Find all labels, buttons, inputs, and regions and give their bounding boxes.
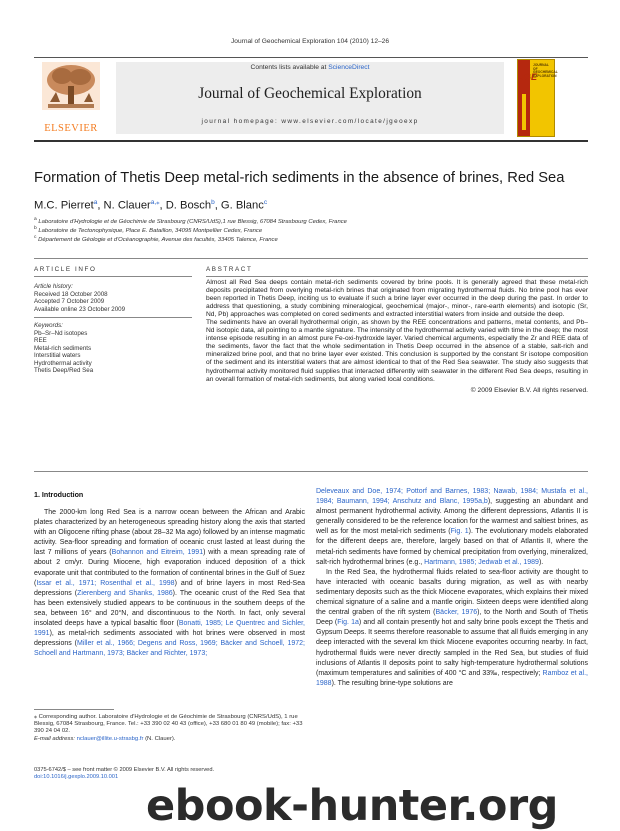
- body-text: In the Red Sea, the hydrothermal fluids related to sea-floor activity are thought to have interacted with oceanic basalts during migration, as well as with nearby sedimentary deposits such as the thick Miocene evaporates, which explains their mixed chemical signature of a saline and a mantle origin. Sixteen deeps were identified along the central graben of the rift system (: [316, 568, 588, 617]
- cover-abbr: JGE: [519, 72, 538, 82]
- citation-link[interactable]: Deleveaux and Doe, 1974; Pottorf and Barnes, 1983; Nawab, 1984; Mustafa et al., 1984; Baumann, 1994; Anschutz and Blanc, 1995a,b: [316, 488, 588, 506]
- author-sep: ,: [214, 199, 221, 212]
- body-text: ) and of brine layers in most Red-Sea depressions (: [34, 579, 305, 597]
- affiliation-c: [34, 235, 278, 243]
- history-label: Article history:: [34, 283, 73, 290]
- doi-link[interactable]: doi:10.1016/j.gexplo.2009.10.001: [34, 774, 119, 781]
- history-item: Available online 23 October 2009: [34, 305, 126, 313]
- citation-link[interactable]: Bohannon and Eitreim, 1991: [111, 549, 204, 557]
- paragraph: [316, 487, 588, 568]
- header-bottom-rule: [34, 140, 588, 142]
- body-text: ). The oceanic crust of the Red Sea that has been extensively studied appears to be continuous in the southern deeps of the sea, between 16° and 20°N, and discontinuous to the North. In fact, only several insolated deeps have a typical basaltic floor (: [34, 589, 305, 628]
- paragraph: [316, 568, 588, 689]
- affiliation-b: [34, 226, 262, 234]
- footnote-rule: [34, 709, 114, 710]
- citation-link[interactable]: Zierenberg and Shanks, 1986: [77, 589, 173, 597]
- author-list: [34, 198, 594, 212]
- body-text: The 2000-km long Red Sea is a narrow ocean between the African and Arabic plates characterized by an heterogeneous spreading history along the axis that started with an Oligocene rifting phase (about 28–32 Ma ago) followed by an intense magmatic activity. Sea-floor spreading and formation of oceanic crust lasted at least during the last 7 millions of years (: [34, 509, 305, 557]
- affiliation-text: Laboratoire de Tectonophysique, Place E. Bataillon, 34095 Montpellier Cedex, France: [38, 227, 263, 234]
- cover-title: JOURNAL OF GEOCHEMICAL EXPLORATION: [533, 63, 558, 78]
- keyword: Thetis Deep/Red Sea: [34, 367, 94, 374]
- author-sup[interactable]: c: [263, 199, 268, 206]
- keywords-label: Keywords:: [34, 322, 63, 329]
- journal-homepage[interactable]: journal homepage: www.elsevier.com/locate/jgeoexp: [201, 118, 419, 125]
- author-sup[interactable]: a,⁎: [150, 199, 160, 206]
- figure-link[interactable]: Fig. 1a: [337, 619, 359, 627]
- elsevier-tree-icon: [42, 62, 100, 110]
- email-label: E-mail address:: [34, 735, 75, 742]
- author-sup[interactable]: b: [211, 199, 215, 206]
- publisher-name: ELSEVIER: [44, 123, 98, 134]
- affiliation-sup: b: [34, 226, 37, 231]
- sciencedirect-link[interactable]: ScienceDirect: [328, 64, 370, 71]
- affiliation-a: [34, 217, 347, 225]
- history-item: Accepted 7 October 2009: [34, 298, 105, 305]
- abstract-rule: [206, 276, 588, 277]
- author-sep: ,: [97, 199, 104, 212]
- issn-line: 0375-6742/$ – see front matter © 2009 Elsevier B.V. All rights reserved.: [34, 767, 215, 773]
- abstract-paragraph: Almost all Red Sea deeps contain metal-rich sediments covered by brine pools. It is generally agreed that these metal-rich deposits precipitated from overlying metal-rich brines that originated from migrating hydrothermal fluids. No brine pool has ever been reported in Thetis Deep, inciting us to evaluate if such a brine layer ever occurred in the deep during the past. In order to address that questioning, a study combining mineralogical, geochemical (major-, minor-, rare-earth elements) and isotopic (Sr, Nd, Pb) approaches was completed on cored sediments and extracted interstitial waters from inside and outside the deep.: [206, 279, 588, 319]
- body-text: ), to the North and South of Thetis Deep (: [316, 609, 588, 627]
- citation-link[interactable]: Ramboz et al., 1988: [316, 669, 588, 687]
- email-link[interactable]: nclauer@illite.u-strasbg.fr: [76, 735, 144, 742]
- keyword: REE: [34, 337, 47, 344]
- figure-link[interactable]: Fig. 1: [450, 528, 469, 536]
- elsevier-logo[interactable]: [36, 62, 106, 134]
- author-sup[interactable]: a: [93, 199, 98, 206]
- body-right-column: [316, 487, 588, 689]
- author-name[interactable]: G. Blanc: [220, 199, 264, 212]
- author-name[interactable]: N. Clauer: [103, 199, 151, 212]
- running-header: Journal of Geochemical Exploration 104 (2010) 12–26: [231, 38, 389, 45]
- article-info-rule: [34, 276, 192, 277]
- citation-link[interactable]: Hartmann, 1985; Jedwab et al., 1989: [424, 558, 539, 566]
- body-text: ). The evolutionary models elaborated for the different deeps are, therefore, largely based on that of Atlantis II, where the metal-rich sediments have formed by chemical precipitation from overlying, mineralized, salt-rich hydrothermal brines (e.g.,: [316, 528, 588, 566]
- contents-line: [116, 64, 504, 71]
- keyword: Metal-rich sediments: [34, 344, 92, 352]
- watermark: ebook-hunter.org: [146, 781, 558, 831]
- article-history: [34, 283, 194, 313]
- author-sep: ,: [159, 199, 166, 212]
- issn-doi-block: [34, 767, 214, 782]
- body-left-column: [34, 508, 305, 659]
- citation-link[interactable]: Bonatti, 1985; Le Quentrec and Sichler, 1991: [34, 620, 305, 638]
- keyword: Pb–Sr–Nd isotopes: [34, 329, 88, 337]
- body-text: ) with a mean spreading rate of about 2 cm/yr. During Miocene, high evaporation induced deposition of a thick evaporate unit that contributed to the formation of continental brines in the Gulf of Suez (: [34, 549, 306, 587]
- body-text: ), suggesting an abundant and almost permanent hydrothermal activity. Among the different depressions, Atlantis II is generally considered to be the reference location for the warmest and saltiest brines, as well as for the most metal-rich sediments (: [316, 498, 589, 536]
- email-suffix: (N. Clauer).: [143, 735, 176, 742]
- keywords-list: [34, 322, 194, 375]
- abstract-paragraph: The sediments have an overall hydrothermal origin, as shown by the REE concentrations and patterns, metal contents, and Pb–Nd isotopic data, all pointing to a mantle signature. The intensity of the hydrothermal activity varied with time in the deep; the most intense episode resulting in an almost pure Fe-oxi-hydroxide layer. Varied chemical arguments, especially the Zr and REE data of the sediments, favor the fact that the whole sedimentation in Thetis Deep occurred in the absence of a stable, salt-rich and mineralized brine pool, and that no brine layer ever existed. This conclusion is supported by the constant Sr isotope composition of the sediment and its interstitial waters that are almost identical to that of the Red Sea seawater. The study also suggests that hydrothermal activity monitored fluid supplies that interacted differently with seawater in the different Red Sea deeps, resulting in an overall formation of metal-rich sediments, but along varied local conditions.: [206, 319, 588, 383]
- divider-top: [34, 258, 588, 259]
- author-name[interactable]: D. Bosch: [165, 199, 212, 212]
- journal-cover[interactable]: [517, 59, 558, 137]
- article-title: Formation of Thetis Deep metal-rich sediments in the absence of brines, Red Sea: [34, 170, 565, 186]
- history-rule: [34, 317, 192, 318]
- affiliation-text: Laboratoire d'Hydrologie et de Géochimie de Strasbourg (CNRS/UdS),1 rue Blessig, 67084 Strasbourg Cedex, France: [38, 218, 347, 225]
- contents-prefix: Contents lists available at: [250, 64, 327, 71]
- keyword: Hydrothermal activity: [34, 359, 92, 367]
- cover-stripe-accent: [522, 94, 526, 130]
- keyword: Interstitial waters: [34, 352, 81, 359]
- citation-link[interactable]: Miller et al., 1966; Degens and Ross, 1969; Bäcker and Schoell, 1972; Schoell and Hartmann, 1973; Bäcker and Richter, 1973;: [34, 640, 305, 658]
- author-name[interactable]: M.C. Pierret: [34, 199, 94, 212]
- affiliation-sup: c: [34, 235, 37, 240]
- divider-bottom: [34, 471, 588, 472]
- section-heading-introduction: 1. Introduction: [34, 491, 84, 499]
- article-info-heading: ARTICLE INFO: [34, 266, 97, 273]
- copyright: © 2009 Elsevier B.V. All rights reserved.: [470, 386, 588, 394]
- body-text: ), as metal-rich sediments associated with hot brines were observed in most depressions (: [34, 630, 305, 648]
- footnote: [34, 714, 305, 743]
- body-text: ).: [538, 558, 544, 566]
- abstract-body: [206, 279, 588, 395]
- citation-link[interactable]: Bäcker, 1976: [435, 609, 478, 617]
- citation-link[interactable]: Issar et al., 1971; Rosenthal et al., 1998: [36, 579, 175, 587]
- journal-title[interactable]: Journal of Geochemical Exploration: [198, 85, 422, 102]
- paragraph: [34, 508, 305, 659]
- body-text: ). The resulting brine-type solutions are: [331, 679, 453, 687]
- corresponding-author-note: ⁎ Corresponding author. Laboratoire d'Hydrologie et de Géochimie de Strasbourg (CNRS/UdS), 1 rue Blessig, 67084 Strasbourg, France. Tel.: +33 390 02 40 43 (office), +33 680 01 80 49 (mobile); fax: +33 390 24 04 02.: [34, 714, 303, 735]
- abstract-heading: ABSTRACT: [206, 266, 253, 273]
- affiliation-sup: a: [34, 217, 37, 222]
- body-text: ) and all contain presently hot and salty brine pools except the Thetis and Gypsum Deeps. It seems therefore reasonable to assume that all fluids emerging in any deep interacted with the several km thick Miocene evaporites occurring nearby. In fact, hydrothermal fluids were never directly sampled in the Red Sea, but studies of fluid inclusions of Atlantis II deposits point to salty high-temperature hydrothermal solutions (maximum temperatures and salinities of 400 °C and 33‰, respectively;: [316, 619, 588, 677]
- affiliation-text: Département de Géologie et d'Océanographie, Avenue des facultés, 33405 Talence, France: [38, 236, 278, 243]
- history-item: Received 18 October 2008: [34, 290, 108, 298]
